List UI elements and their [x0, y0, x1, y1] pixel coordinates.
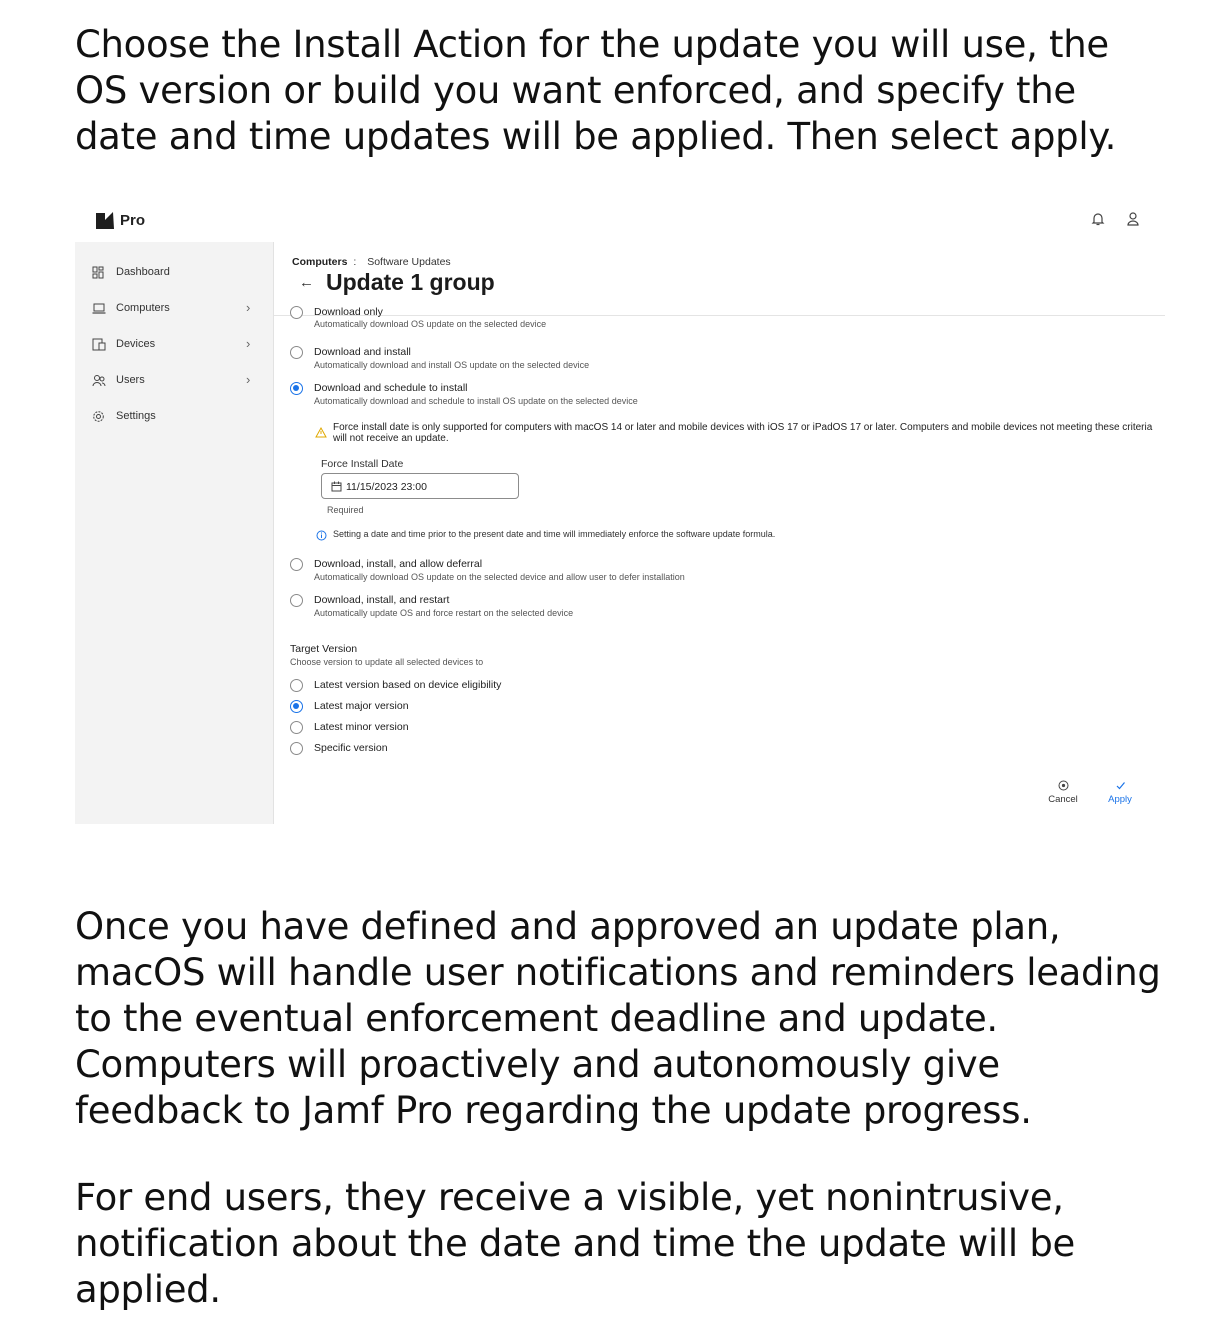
chevron-right-icon: ›	[246, 372, 251, 387]
breadcrumb-current: Software Updates	[367, 256, 451, 268]
option-label: Latest version based on device eligibility	[314, 679, 502, 691]
radio-button[interactable]	[290, 679, 303, 692]
jamf-logo-icon	[95, 210, 115, 230]
option-description: Automatically download OS update on the selected device	[314, 319, 547, 329]
intro-paragraph: Choose the Install Action for the update you will use, the OS version or build you want enforced, and specify the date and time updates will be applied. Then select apply.	[75, 23, 1117, 158]
breadcrumb-parent[interactable]: Computers	[292, 256, 348, 268]
radio-button[interactable]	[290, 721, 303, 734]
main-panel	[274, 242, 1165, 824]
option-description: Automatically download and install OS update on the selected device	[314, 360, 590, 370]
cancel-button[interactable]	[1043, 780, 1083, 805]
warning-icon	[315, 427, 327, 438]
devices-icon	[92, 338, 106, 351]
sidebar	[75, 242, 274, 824]
sidebar-item-label: Users	[116, 374, 145, 386]
force-install-info: Setting a date and time prior to the present date and time will immediately enforce the software update formula.	[333, 529, 776, 539]
option-description: Automatically download and schedule to install OS update on the selected device	[314, 396, 638, 406]
sidebar-item-label: Dashboard	[116, 266, 170, 278]
dashboard-icon	[92, 266, 105, 279]
target-version-subtitle: Choose version to update all selected devices to	[290, 657, 484, 667]
option-description: Automatically download OS update on the selected device and allow user to defer installation	[314, 572, 685, 582]
users-icon	[92, 374, 106, 387]
chevron-right-icon: ›	[246, 336, 251, 351]
force-install-warning: Force install date is only supported for computers with macOS 14 or later and mobile devices with iOS 17 or iPadOS 17 or later. Computers and mobile devices not meeting these criteria will not receive an update.	[333, 422, 1153, 444]
calendar-icon[interactable]	[331, 481, 342, 492]
option-label: Download, install, and allow deferral	[314, 558, 483, 570]
apply-label: Apply	[1108, 794, 1132, 805]
page-title: Update 1 group	[326, 269, 495, 295]
option-description: Automatically update OS and force restart on the selected device	[314, 608, 574, 618]
sidebar-item-users[interactable]	[75, 366, 273, 396]
option-label: Latest major version	[314, 700, 409, 712]
radio-button-selected[interactable]	[290, 382, 303, 395]
bell-icon[interactable]	[1091, 211, 1105, 227]
required-hint: Required	[327, 505, 364, 515]
jamf-pro-screenshot	[75, 196, 1165, 824]
option-label: Specific version	[314, 742, 388, 754]
option-label: Download only	[314, 306, 383, 318]
back-arrow-icon[interactable]: ←	[299, 274, 314, 291]
force-install-date-input[interactable]	[321, 473, 519, 499]
gear-icon	[92, 410, 105, 423]
cancel-label: Cancel	[1048, 794, 1078, 805]
apply-button[interactable]	[1100, 780, 1140, 805]
radio-button[interactable]	[290, 346, 303, 359]
sidebar-item-devices[interactable]	[75, 330, 273, 360]
force-install-date-label: Force Install Date	[321, 458, 404, 470]
radio-button[interactable]	[290, 558, 303, 571]
option-label: Download and install	[314, 346, 411, 358]
sidebar-item-dashboard[interactable]	[75, 258, 273, 288]
user-icon[interactable]	[1126, 211, 1140, 227]
breadcrumb	[292, 256, 451, 268]
target-version-title: Target Version	[290, 643, 358, 655]
sidebar-item-computers[interactable]	[75, 294, 273, 324]
option-label: Download, install, and restart	[314, 594, 450, 606]
sidebar-item-label: Settings	[116, 410, 156, 422]
breadcrumb-separator: :	[353, 256, 357, 268]
logo-text: Pro	[120, 212, 146, 229]
chevron-right-icon: ›	[246, 300, 251, 315]
radio-button[interactable]	[290, 594, 303, 607]
update-plan-paragraph: Once you have defined and approved an update plan, macOS will handle user notifications and reminders leading to the eventual enforcement deadline and update. Computers will proactively and autonomously give feedback to Jamf Pro regarding the update progress.	[75, 905, 1161, 1132]
info-icon	[316, 530, 327, 541]
cancel-icon	[1058, 780, 1069, 791]
sidebar-item-settings[interactable]	[75, 402, 273, 432]
radio-button[interactable]	[290, 306, 303, 319]
sidebar-item-label: Computers	[116, 302, 170, 314]
checkmark-icon	[1115, 780, 1126, 791]
force-install-date-value: 11/15/2023 23:00	[346, 481, 427, 493]
radio-button[interactable]	[290, 742, 303, 755]
option-label: Download and schedule to install	[314, 382, 468, 394]
option-label: Latest minor version	[314, 721, 409, 733]
top-bar	[75, 196, 1165, 243]
laptop-icon	[92, 302, 106, 315]
sidebar-item-label: Devices	[116, 338, 156, 350]
end-user-paragraph: For end users, they receive a visible, yet nonintrusive, notification about the date and time the update will be applied.	[75, 1176, 1075, 1311]
radio-button-selected[interactable]	[290, 700, 303, 713]
install-action-form	[274, 306, 1165, 824]
